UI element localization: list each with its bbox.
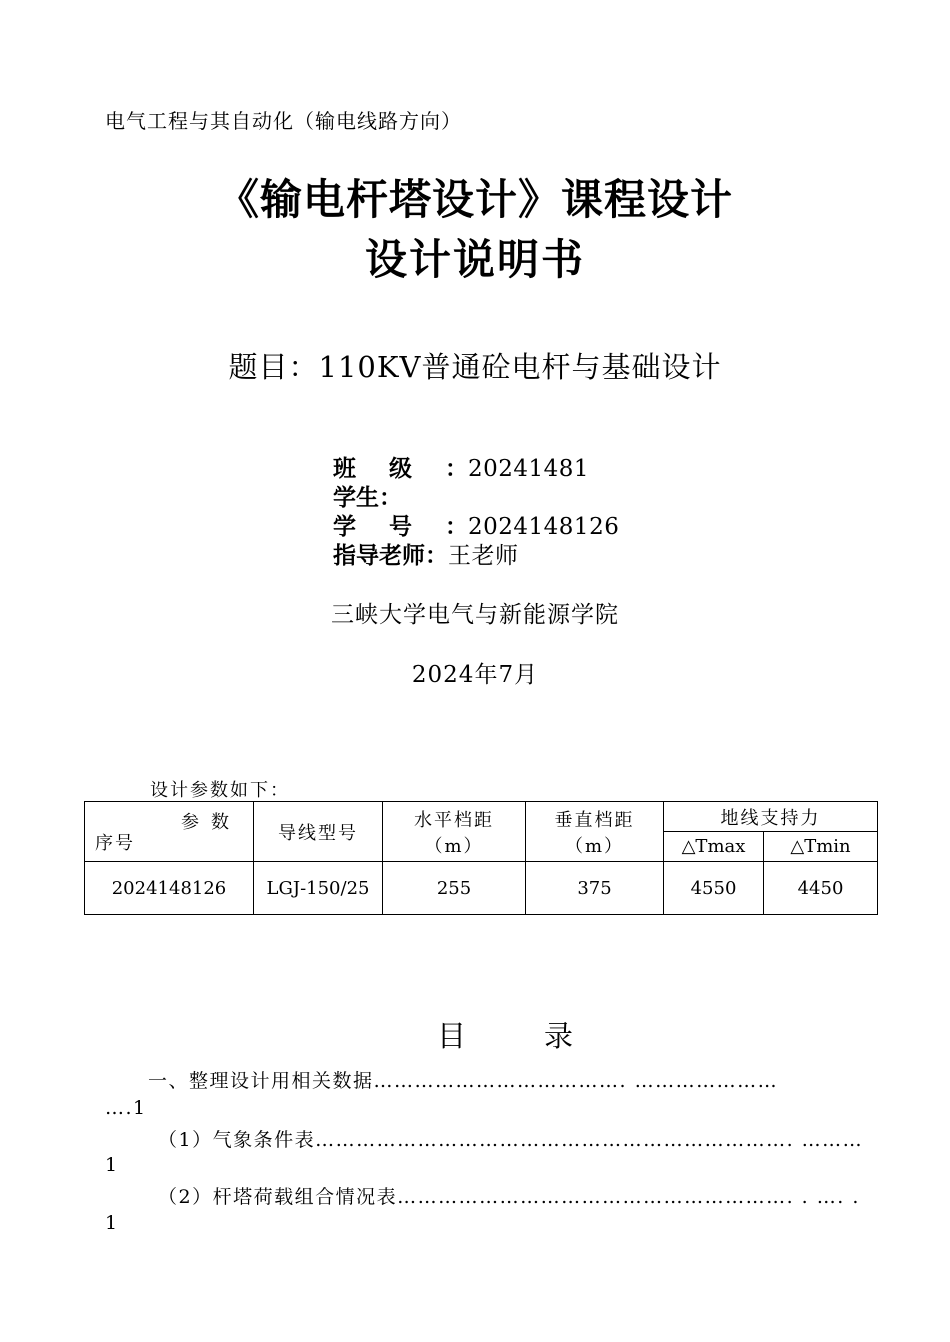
table-row xyxy=(85,862,878,915)
toc-item-3-page: 1 xyxy=(105,1212,119,1234)
class-label: 班级： xyxy=(333,456,468,482)
header-tmax: △Tmax xyxy=(664,832,764,862)
header-params-label: 参数 xyxy=(181,812,241,833)
student-id-value: 2024148126 xyxy=(468,514,620,540)
major-subtitle: 电气工程与其自动化（输电线路方向） xyxy=(105,109,462,133)
header-ground-support: 地线支持力 xyxy=(664,802,878,832)
toc-item-1-page: ….1 xyxy=(105,1097,147,1119)
header-tmin: △Tmin xyxy=(764,832,878,862)
school-name: 三峡大学电气与新能源学院 xyxy=(331,602,619,628)
toc-item-2-page: 1 xyxy=(105,1154,119,1176)
student-id-row xyxy=(333,513,619,541)
document-title: 设计说明书 xyxy=(364,235,585,284)
table-header-row xyxy=(85,802,878,832)
student-row xyxy=(333,484,402,512)
cell-tmax: 4550 xyxy=(664,862,764,915)
header-vertical-span: 垂直档距 （m） xyxy=(526,802,664,862)
toc-item-1[interactable]: 一、整理设计用相关数据………………………………. ………………… xyxy=(148,1070,779,1092)
class-row xyxy=(333,455,589,483)
toc-item-3[interactable]: （2）杆塔荷载组合情况表…………………………………………………. . …. . xyxy=(158,1186,860,1208)
header-seq-label: 序号 xyxy=(95,833,135,854)
diagonal-header-cell xyxy=(85,802,254,862)
cell-conductor: LGJ-150/25 xyxy=(254,862,383,915)
header-conductor: 导线型号 xyxy=(254,802,383,862)
student-id-label: 学号： xyxy=(333,514,468,540)
design-topic: 题目：110KV普通砼电杆与基础设计 xyxy=(228,350,722,384)
student-label: 学生： xyxy=(333,485,402,511)
course-title: 《输电杆塔设计》课程设计 xyxy=(216,175,733,224)
teacher-value: 王老师 xyxy=(448,543,519,569)
cell-tmin: 4450 xyxy=(764,862,878,915)
cell-vertical: 375 xyxy=(526,862,664,915)
toc-title: 目录 xyxy=(437,1019,652,1053)
params-caption: 设计参数如下： xyxy=(150,780,290,801)
document-date: 2024年7月 xyxy=(411,662,539,688)
cell-horizontal: 255 xyxy=(383,862,526,915)
toc-item-2[interactable]: （1）气象条件表……………………………………………………………. ……… xyxy=(158,1129,864,1151)
class-value: 20241481 xyxy=(468,456,590,482)
cell-seq: 2024148126 xyxy=(85,862,254,915)
header-horizontal-span: 水平档距 （m） xyxy=(383,802,526,862)
teacher-row xyxy=(333,542,519,570)
design-params-table xyxy=(84,801,878,915)
teacher-label: 指导老师： xyxy=(333,543,448,569)
